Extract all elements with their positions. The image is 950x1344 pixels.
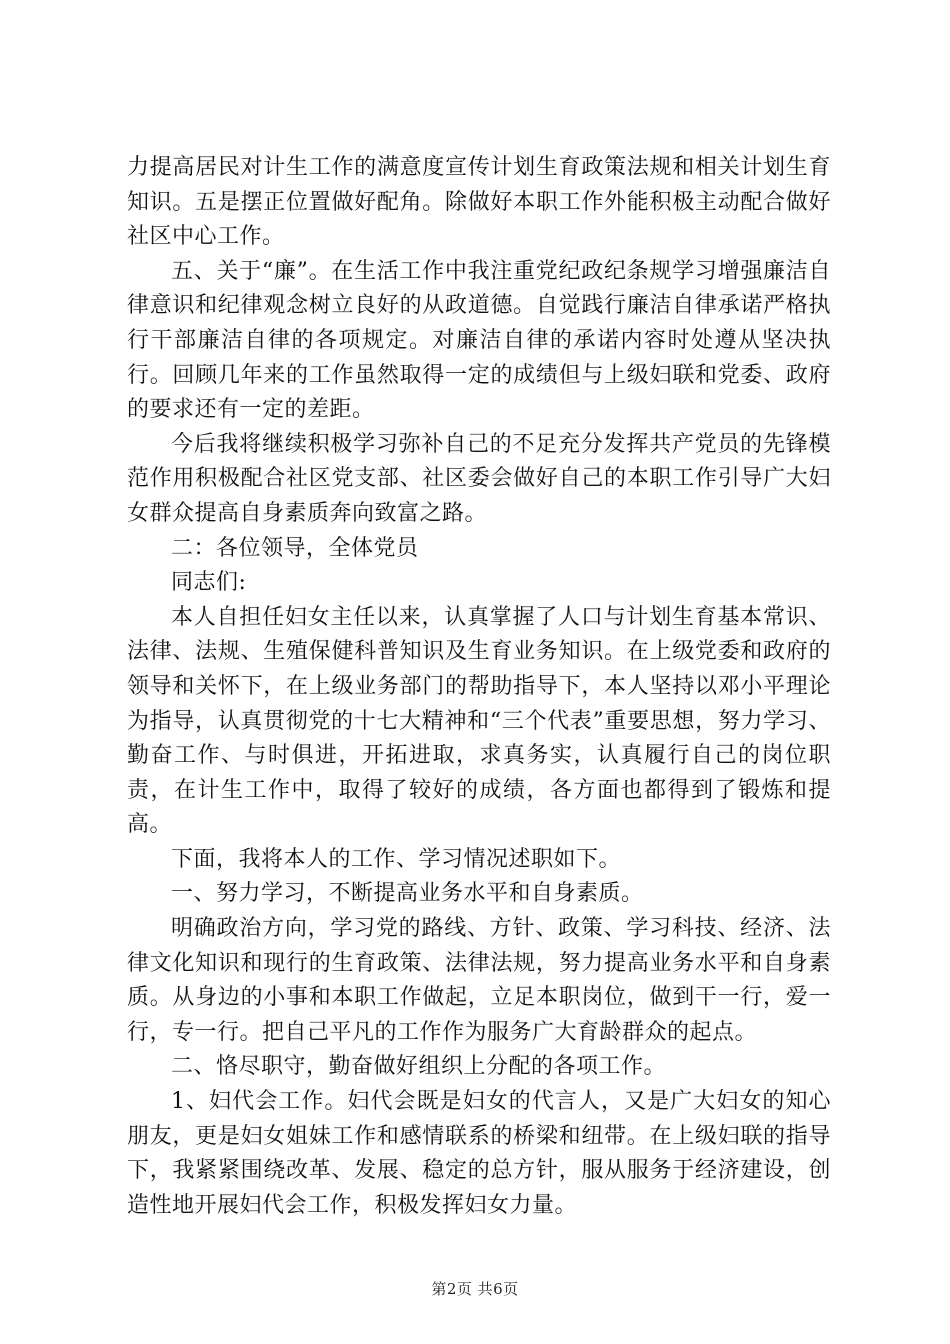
paragraph-integrity: 五、关于“廉”。在生活工作中我注重党纪政纪条规学习增强廉洁自律意识和纪律观念树立良好的从政道德。自觉践行廉洁自律承诺严格执行干部廉洁自律的各项规定。对廉洁自律的承诺内容时处遵从坚决执行。回顾几年来的工作虽然取得一定的成绩但与上级妇联和党委、政府的要求还有一定的差距。 <box>127 258 831 423</box>
page-footer: 第2页 共6页 <box>431 1280 519 1298</box>
heading-duties: 二、恪尽职守，勤奋做好组织上分配的各项工作。 <box>171 1054 667 1080</box>
paragraph-womens-congress: 1、妇代会工作。妇代会既是妇女的代言人，又是广大妇女的知心朋友，更是妇女姐妹工作和感情联系的桥梁和纽带。在上级妇联的指导下，我紧紧围绕改革、发展、稳定的总方针，服从服务于经济建设，创造性地开展妇代会工作，积极发挥妇女力量。 <box>127 1089 831 1218</box>
paragraph-future-plans: 今后我将继续积极学习弥补自己的不足充分发挥共产党员的先锋模范作用积极配合社区党支部、社区委会做好自己的本职工作引导广大妇女群众提高自身素质奔向致富之路。 <box>127 431 831 526</box>
paragraph-report-lead: 下面，我将本人的工作、学习情况述职如下。 <box>171 846 622 872</box>
paragraph-continued: 力提高居民对计生工作的满意度宣传计划生育政策法规和相关计划生育知识。五是摆正位置做好配角。除做好本职工作外能积极主动配合做好社区中心工作。 <box>127 155 831 250</box>
salutation: 同志们: <box>171 570 247 596</box>
paragraph-introduction: 本人自担任妇女主任以来，认真掌握了人口与计划生育基本常识、法律、法规、生殖保健科普知识及生育业务知识。在上级党委和政府的领导和关怀下，在上级业务部门的帮助指导下，本人坚持以邓小平理论为指导，认真贯彻党的十七大精神和“三个代表”重要思想，努力学习、勤奋工作、与时俱进，开拓进取，求真务实，认真履行自己的岗位职责，在计生工作中，取得了较好的成绩，各方面也都得到了锻炼和提高。 <box>127 604 831 838</box>
section-heading-two: 二：各位领导，全体党员 <box>171 535 419 561</box>
document-body <box>127 151 831 1223</box>
paragraph-study: 明确政治方向，学习党的路线、方针、政策、学习科技、经济、法律文化知识和现行的生育政策、法律法规，努力提高业务水平和自身素质。从身边的小事和本职工作做起，立足本职岗位，做到干一行，爱一行，专一行。把自己平凡的工作作为服务广大育龄群众的起点。 <box>127 916 831 1045</box>
heading-study: 一、努力学习，不断提高业务水平和自身素质。 <box>171 881 644 907</box>
